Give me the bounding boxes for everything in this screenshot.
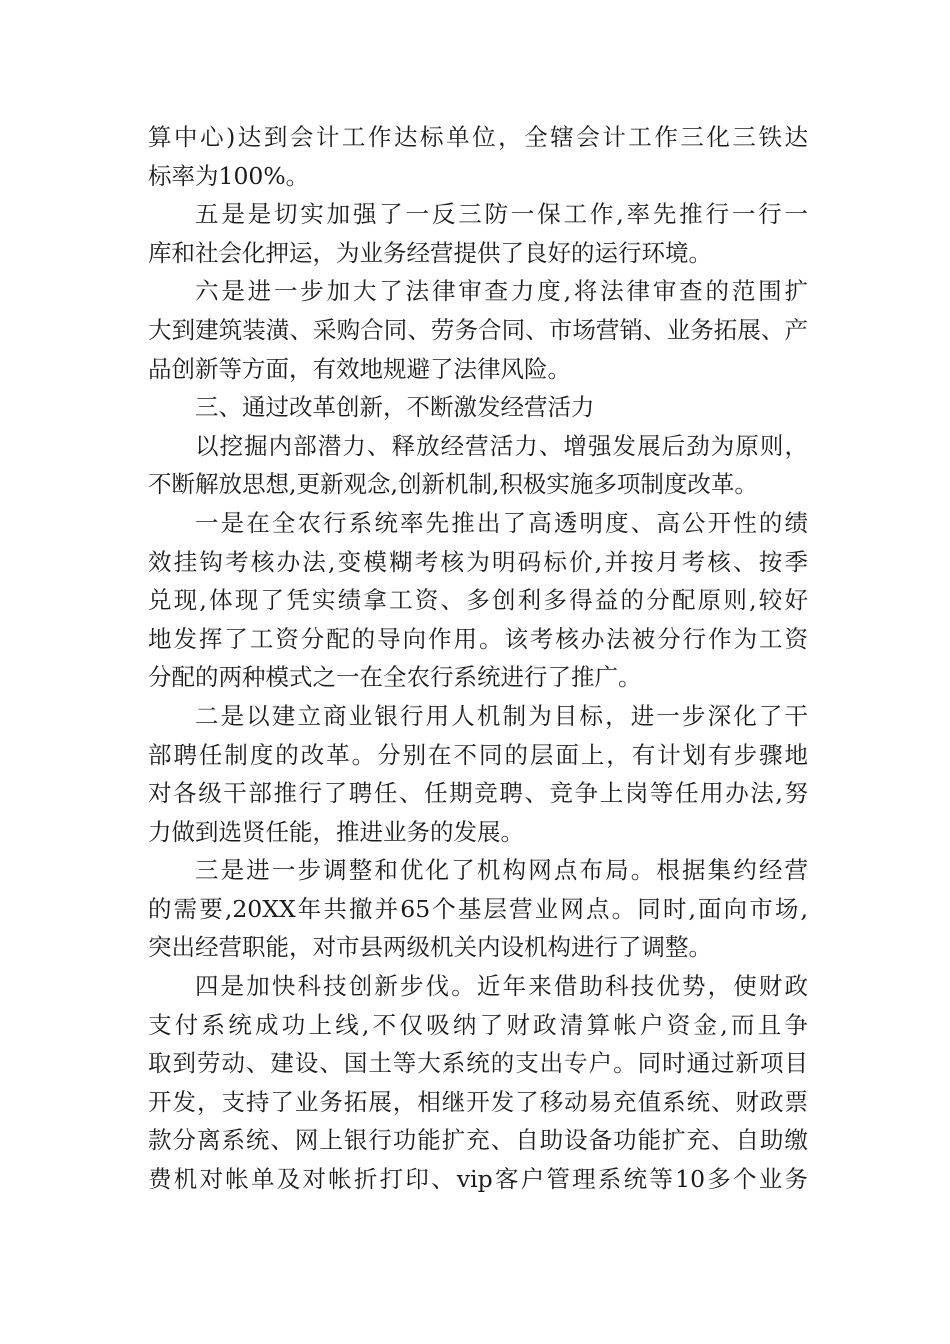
text-line: 对各级干部推行了聘任、任期竞聘、竞争上岗等任用办法,努 <box>148 779 808 808</box>
text-line: 力做到选贤任能，推进业务的发展。 <box>148 817 524 846</box>
text-line: 算中心)达到会计工作达标单位，全辖会计工作三化三铁达 <box>148 123 808 151</box>
text-line: 不断解放思想,更新观念,创新机制,积极实施多项制度改革。 <box>148 470 758 499</box>
text-line: 五是是切实加强了一反三防一保工作,率先推行一行一 <box>195 200 808 229</box>
text-line: 以挖掘内部潜力、释放经营活力、增强发展后劲为原则， <box>195 431 808 460</box>
text-line: 部聘任制度的改革。分别在不同的层面上，有计划有步骤地 <box>148 740 808 769</box>
text-line: 品创新等方面，有效地规避了法律风险。 <box>148 354 571 383</box>
text-line: 库和社会化押运，为业务经营提供了良好的运行环境。 <box>148 238 712 267</box>
text-line: 效挂钩考核办法,变模糊考核为明码标价,并按月考核、按季 <box>148 547 808 576</box>
text-line: 的需要,20XX年共撤并65个基层营业网点。同时,面向市场, <box>148 894 808 923</box>
text-line: 一是在全农行系统率先推出了高透明度、高公开性的绩 <box>195 508 808 537</box>
text-line: 大到建筑装潢、采购合同、劳务合同、市场营销、业务拓展、产 <box>148 315 808 344</box>
text-line: 标率为100%。 <box>148 161 310 190</box>
text-line: 二是以建立商业银行用人机制为目标，进一步深化了干 <box>195 701 808 730</box>
text-line: 六是进一步加大了法律审查力度,将法律审查的范围扩 <box>195 277 808 306</box>
text-line: 开发，支持了业务拓展，相继开发了移动易充值系统、财政票 <box>148 1087 808 1116</box>
text-line: 三、通过改革创新，不断激发经营活力 <box>195 393 595 422</box>
text-line: 四是加快科技创新步伐。近年来借助科技优势，使财政 <box>195 972 808 1001</box>
document-body <box>148 118 808 1199</box>
text-line: 费机对帐单及对帐折打印、vip客户管理系统等10多个业务 <box>148 1165 808 1194</box>
text-line: 取到劳动、建设、国土等大系统的支出专户。同时通过新项目 <box>148 1049 808 1078</box>
text-line: 分配的两种模式之一在全农行系统进行了推广。 <box>148 663 642 692</box>
text-line: 款分离系统、网上银行功能扩充、自助设备功能扩充、自助缴 <box>148 1126 808 1155</box>
text-line: 兑现,体现了凭实绩拿工资、多创利多得益的分配原则,较好 <box>148 586 808 615</box>
text-line: 三是进一步调整和优化了机构网点布局。根据集约经营 <box>195 856 808 885</box>
text-line: 支付系统成功上线,不仅吸纳了财政清算帐户资金,而且争 <box>148 1010 808 1039</box>
text-line: 突出经营职能，对市县两级机关内设机构进行了调整。 <box>148 933 712 962</box>
text-line: 地发挥了工资分配的导向作用。该考核办法被分行作为工资 <box>148 624 808 653</box>
